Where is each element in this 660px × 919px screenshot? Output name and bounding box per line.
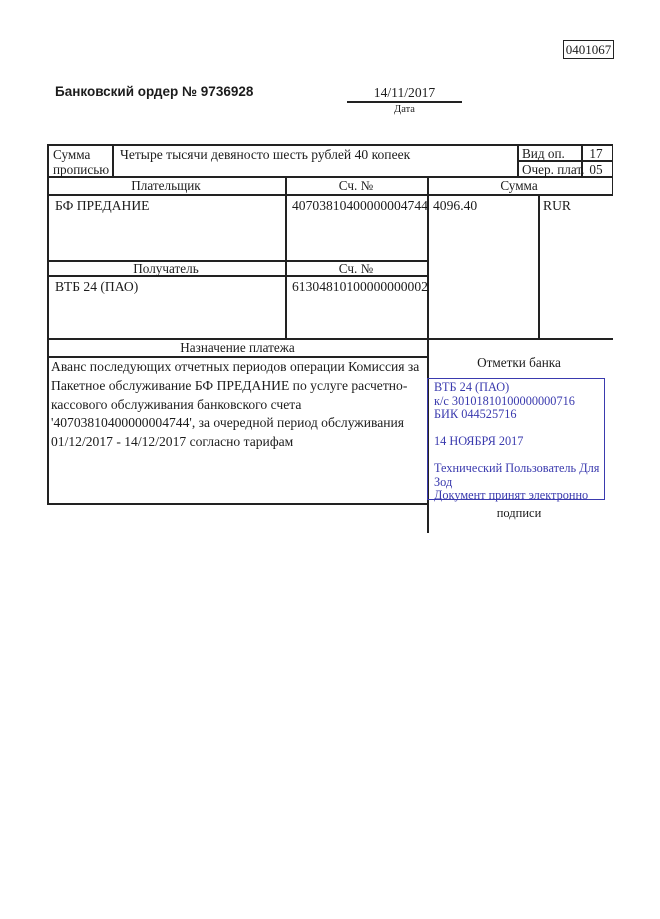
- date-underline: [347, 101, 462, 103]
- stamp-corr-account: к/с 30101810100000000716: [434, 393, 575, 408]
- purpose-text: Аванс последующих отчетных периодов операции Комиссия за Пакетное обслуживание БФ ПРЕДАНИЕ по услуге расчетно-кассового обслуживания банковского счета '40703810400000004744', за очередной период обслуживания 01/12/2017 - 14/12/2017 согласно тарифам: [51, 359, 420, 450]
- table-line: [612, 144, 614, 194]
- payer-account: 40703810400000004744: [292, 198, 428, 213]
- payee-account: 61304810100000000002: [292, 279, 428, 294]
- table-line: [538, 194, 540, 338]
- payee-name: ВТБ 24 (ПАО): [55, 279, 139, 294]
- payment-priority-value: 05: [589, 162, 603, 177]
- table-line: [285, 176, 287, 338]
- table-line: [47, 144, 49, 504]
- date-label: Дата: [394, 104, 415, 115]
- amount-value: 4096.40: [433, 198, 478, 213]
- payer-account-header: Сч. №: [338, 178, 374, 193]
- form-code-box: [563, 40, 614, 59]
- amount-words-label-line2: прописью: [53, 162, 110, 177]
- stamp-bic: БИК 044525716: [434, 407, 517, 421]
- amount-words-value: Четыре тысячи девяносто шесть рублей 40 копеек: [120, 147, 411, 162]
- payer-name: БФ ПРЕДАНИЕ: [55, 198, 150, 213]
- table-line: [517, 144, 519, 176]
- table-line: [47, 503, 428, 505]
- amount-words-label-line1: Сумма: [53, 147, 91, 162]
- document-title: Банковский ордер № 9736928: [55, 84, 254, 99]
- payee-header: Получатель: [133, 261, 199, 276]
- amount-header: Сумма: [500, 178, 538, 193]
- payment-priority-label: Очер. плат.: [522, 162, 585, 177]
- payer-header: Плательщик: [131, 178, 201, 193]
- stamp-accepted-note: Документ принят электронно: [434, 488, 589, 502]
- bank-marks-header: Отметки банка: [477, 355, 561, 370]
- stamp-bank-name: ВТБ 24 (ПАО): [434, 380, 510, 394]
- op-type-label: Вид оп.: [522, 146, 565, 161]
- signatures-label: подписи: [496, 506, 542, 520]
- stamp-operator: Технический Пользователь Для Зод: [434, 461, 600, 489]
- form-code: 0401067: [565, 42, 612, 57]
- document-date: 14/11/2017: [373, 85, 436, 100]
- stamp-date: 14 НОЯБРЯ 2017: [434, 434, 524, 448]
- bank-stamp: [427, 378, 605, 500]
- amount-currency: RUR: [543, 198, 571, 213]
- payee-account-header: Сч. №: [338, 261, 374, 276]
- table-line: [112, 144, 114, 176]
- table-line: [47, 194, 613, 196]
- op-type-value: 17: [589, 146, 603, 161]
- purpose-header: Назначение платежа: [180, 340, 295, 355]
